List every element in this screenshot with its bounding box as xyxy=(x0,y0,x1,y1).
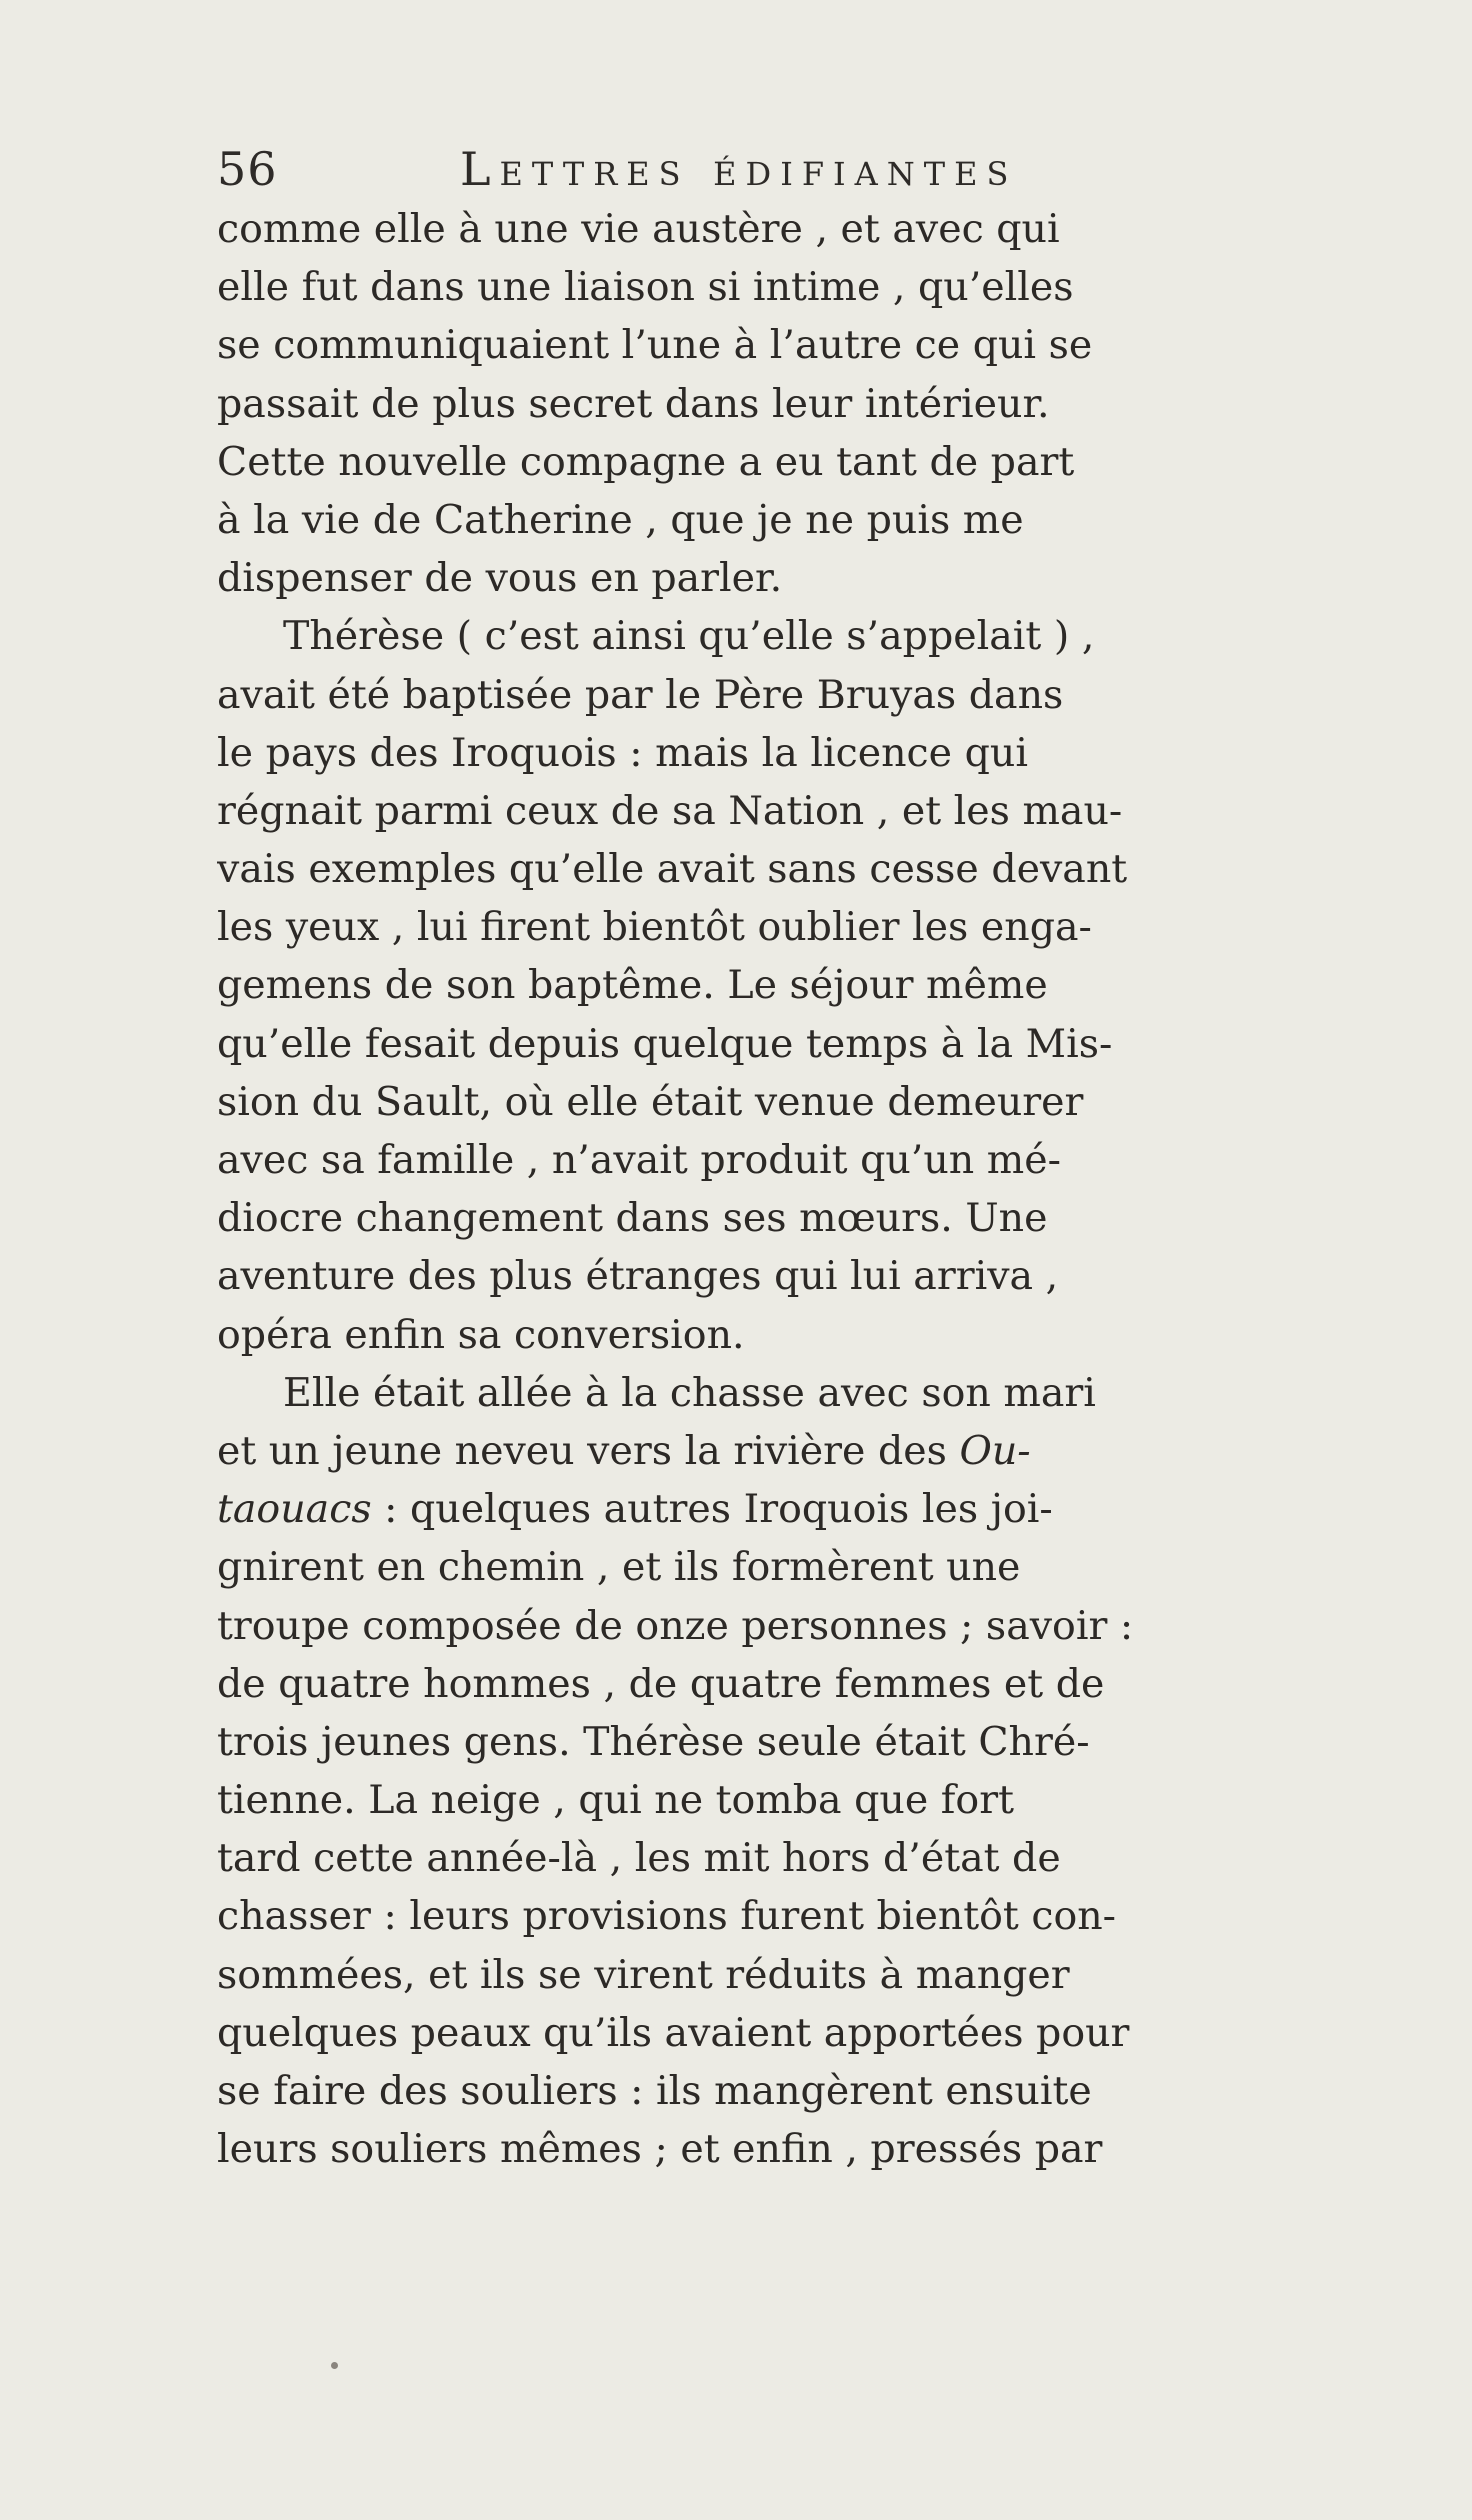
text-line: sion du Sault, où elle était venue demeurer xyxy=(217,1078,1084,1125)
text-line: avait été baptisée par le Père Bruyas dans xyxy=(217,671,1064,718)
text-line: se faire des souliers : ils mangèrent ensuite xyxy=(217,2068,1092,2114)
text-line: à la vie de Catherine , que je ne puis me xyxy=(217,496,1024,543)
text-line: dispenser de vous en parler. xyxy=(217,555,783,602)
text-line: gemens de son baptême. Le séjour même xyxy=(217,962,1048,1009)
text-line: troupe composée de onze personnes ; savoir : xyxy=(217,1602,1134,1649)
text-line: quelques peaux qu’ils avaient apportées pour xyxy=(217,2009,1130,2056)
text-line: aventure des plus étranges qui lui arriva , xyxy=(217,1253,1059,1300)
page-number: 56 xyxy=(217,142,278,196)
text-line: les yeux , lui firent bientôt oublier les enga- xyxy=(217,904,1092,951)
italic-place-name: taouacs xyxy=(217,1486,372,1533)
text-line: sommées, et ils se virent réduits à manger xyxy=(217,1951,1070,1998)
text-line xyxy=(217,1422,1317,1480)
text-line: tard cette année-là , les mit hors d’état de xyxy=(217,1835,1061,1882)
text-line: opéra enfin sa conversion. xyxy=(217,1311,745,1358)
paragraph-start-line: Thérèse ( c’est ainsi qu’elle s’appelait ) , xyxy=(283,613,1095,660)
ink-speck xyxy=(331,2362,338,2369)
text-line: elle fut dans une liaison si intime , qu’elles xyxy=(217,264,1074,311)
line-text: : quelques autres Iroquois les joi- xyxy=(371,1486,1053,1533)
text-line: comme elle à une vie austère , et avec qui xyxy=(217,206,1060,252)
body-text xyxy=(217,200,1317,2178)
text-line: Cette nouvelle compagne a eu tant de part xyxy=(217,438,1075,485)
text-line: gnirent en chemin , et ils formèrent une xyxy=(217,1544,1021,1591)
running-title: Lettres édifiantes xyxy=(460,142,1018,196)
paragraph-start-line: Elle était allée à la chasse avec son mari xyxy=(283,1369,1096,1416)
text-line: trois jeunes gens. Thérèse seule était Chré- xyxy=(217,1718,1090,1765)
text-line: diocre changement dans ses mœurs. Une xyxy=(217,1195,1048,1242)
text-line: vais exemples qu’elle avait sans cesse devant xyxy=(217,846,1128,893)
text-line: de quatre hommes , de quatre femmes et de xyxy=(217,1660,1105,1707)
text-line: régnait parmi ceux de sa Nation , et les mau- xyxy=(217,787,1123,834)
text-line: tienne. La neige , qui ne tomba que fort xyxy=(217,1777,1014,1824)
page-header xyxy=(217,142,1317,202)
text-line: chasser : leurs provisions furent bientôt con- xyxy=(217,1893,1117,1940)
text-line: avec sa famille , n’avait produit qu’un mé- xyxy=(217,1137,1061,1183)
text-line: le pays des Iroquois : mais la licence qui xyxy=(217,729,1028,776)
text-line: passait de plus secret dans leur intérieur. xyxy=(217,380,1050,427)
text-line: leurs souliers mêmes ; et enfin , pressés par xyxy=(217,2126,1103,2173)
line-text: et un jeune neveu vers la rivière des xyxy=(217,1427,960,1474)
text-line: qu’elle fesait depuis quelque temps à la Mis- xyxy=(217,1020,1113,1067)
text-line xyxy=(217,1480,1317,1538)
italic-place-name: Ou- xyxy=(959,1427,1031,1474)
text-line: se communiquaient l’une à l’autre ce qui se xyxy=(217,322,1093,369)
